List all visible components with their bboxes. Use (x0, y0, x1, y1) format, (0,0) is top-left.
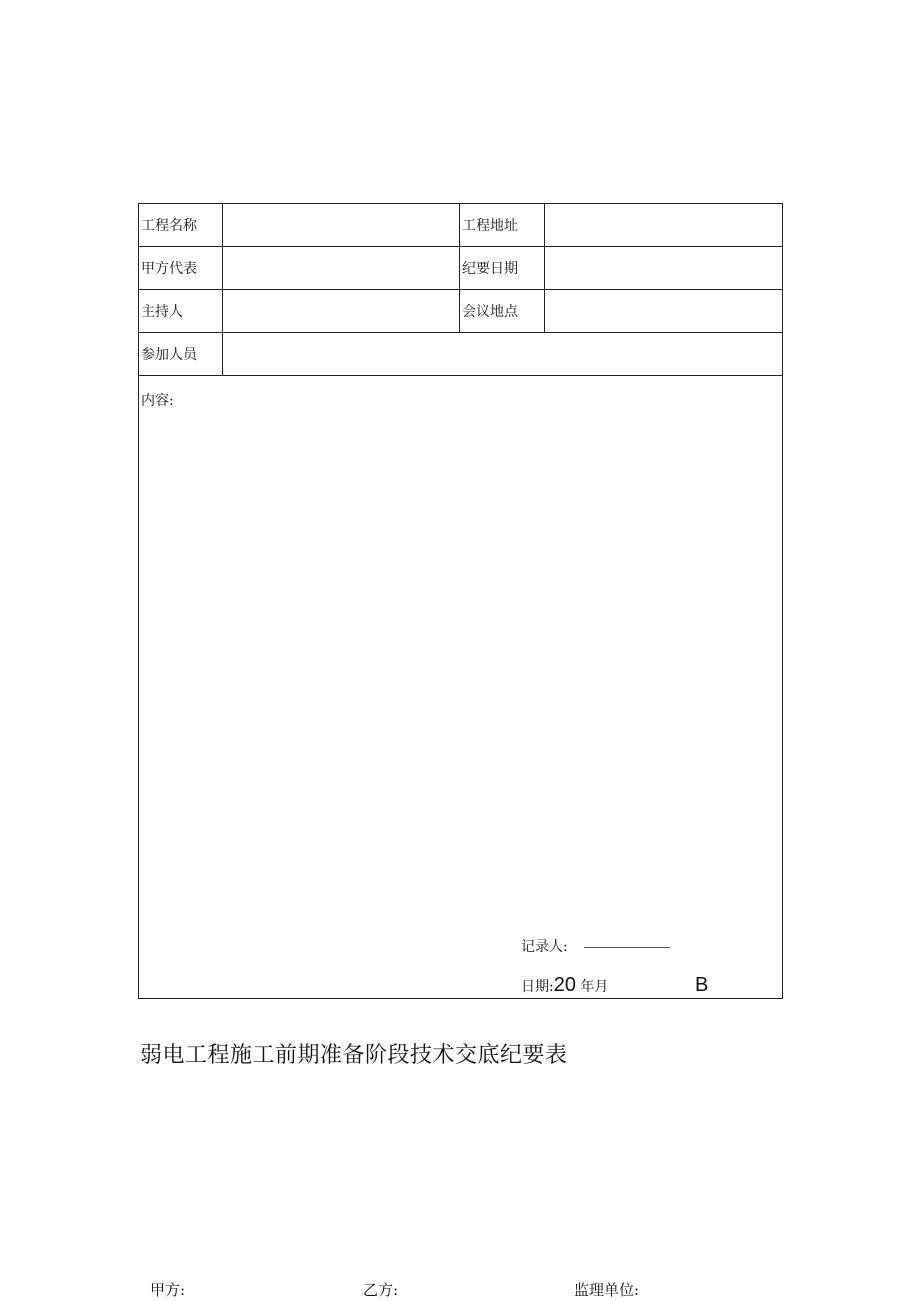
date-suffix: B (695, 974, 709, 996)
minutes-date-field[interactable] (545, 247, 783, 290)
supervisor-signature-label: 监理单位: (574, 1281, 640, 1299)
minutes-date-label: 纪要日期 (460, 247, 545, 290)
table-row (139, 247, 783, 290)
meeting-location-label: 会议地点 (460, 290, 545, 333)
date-label: 日期: (521, 979, 554, 995)
host-label: 主持人 (139, 290, 223, 333)
table-row (139, 204, 783, 247)
date-line (521, 974, 709, 997)
party-a-signature-label: 甲方: (150, 1281, 186, 1299)
recorder-blank[interactable] (584, 946, 670, 948)
meeting-minutes-table (138, 203, 783, 999)
content-area[interactable] (139, 376, 783, 999)
participants-field[interactable] (223, 333, 783, 376)
participants-label: 参加人员 (139, 333, 223, 376)
project-address-label: 工程地址 (460, 204, 545, 247)
recorder-label: 记录人: (521, 939, 568, 955)
client-rep-field[interactable] (223, 247, 460, 290)
date-year-prefix: 20 (553, 974, 576, 996)
document-title: 弱电工程施工前期准备阶段技术交底纪要表 (140, 1043, 568, 1068)
client-rep-label: 甲方代表 (139, 247, 223, 290)
date-units: 年月 (580, 979, 609, 995)
project-address-field[interactable] (545, 204, 783, 247)
table-row (139, 290, 783, 333)
table-row (139, 333, 783, 376)
host-field[interactable] (223, 290, 460, 333)
meeting-location-field[interactable] (545, 290, 783, 333)
recorder-line (521, 936, 670, 956)
content-label: 内容: (141, 393, 174, 409)
table-row (139, 376, 783, 999)
party-b-signature-label: 乙方: (363, 1281, 399, 1299)
project-name-field[interactable] (223, 204, 460, 247)
project-name-label: 工程名称 (139, 204, 223, 247)
